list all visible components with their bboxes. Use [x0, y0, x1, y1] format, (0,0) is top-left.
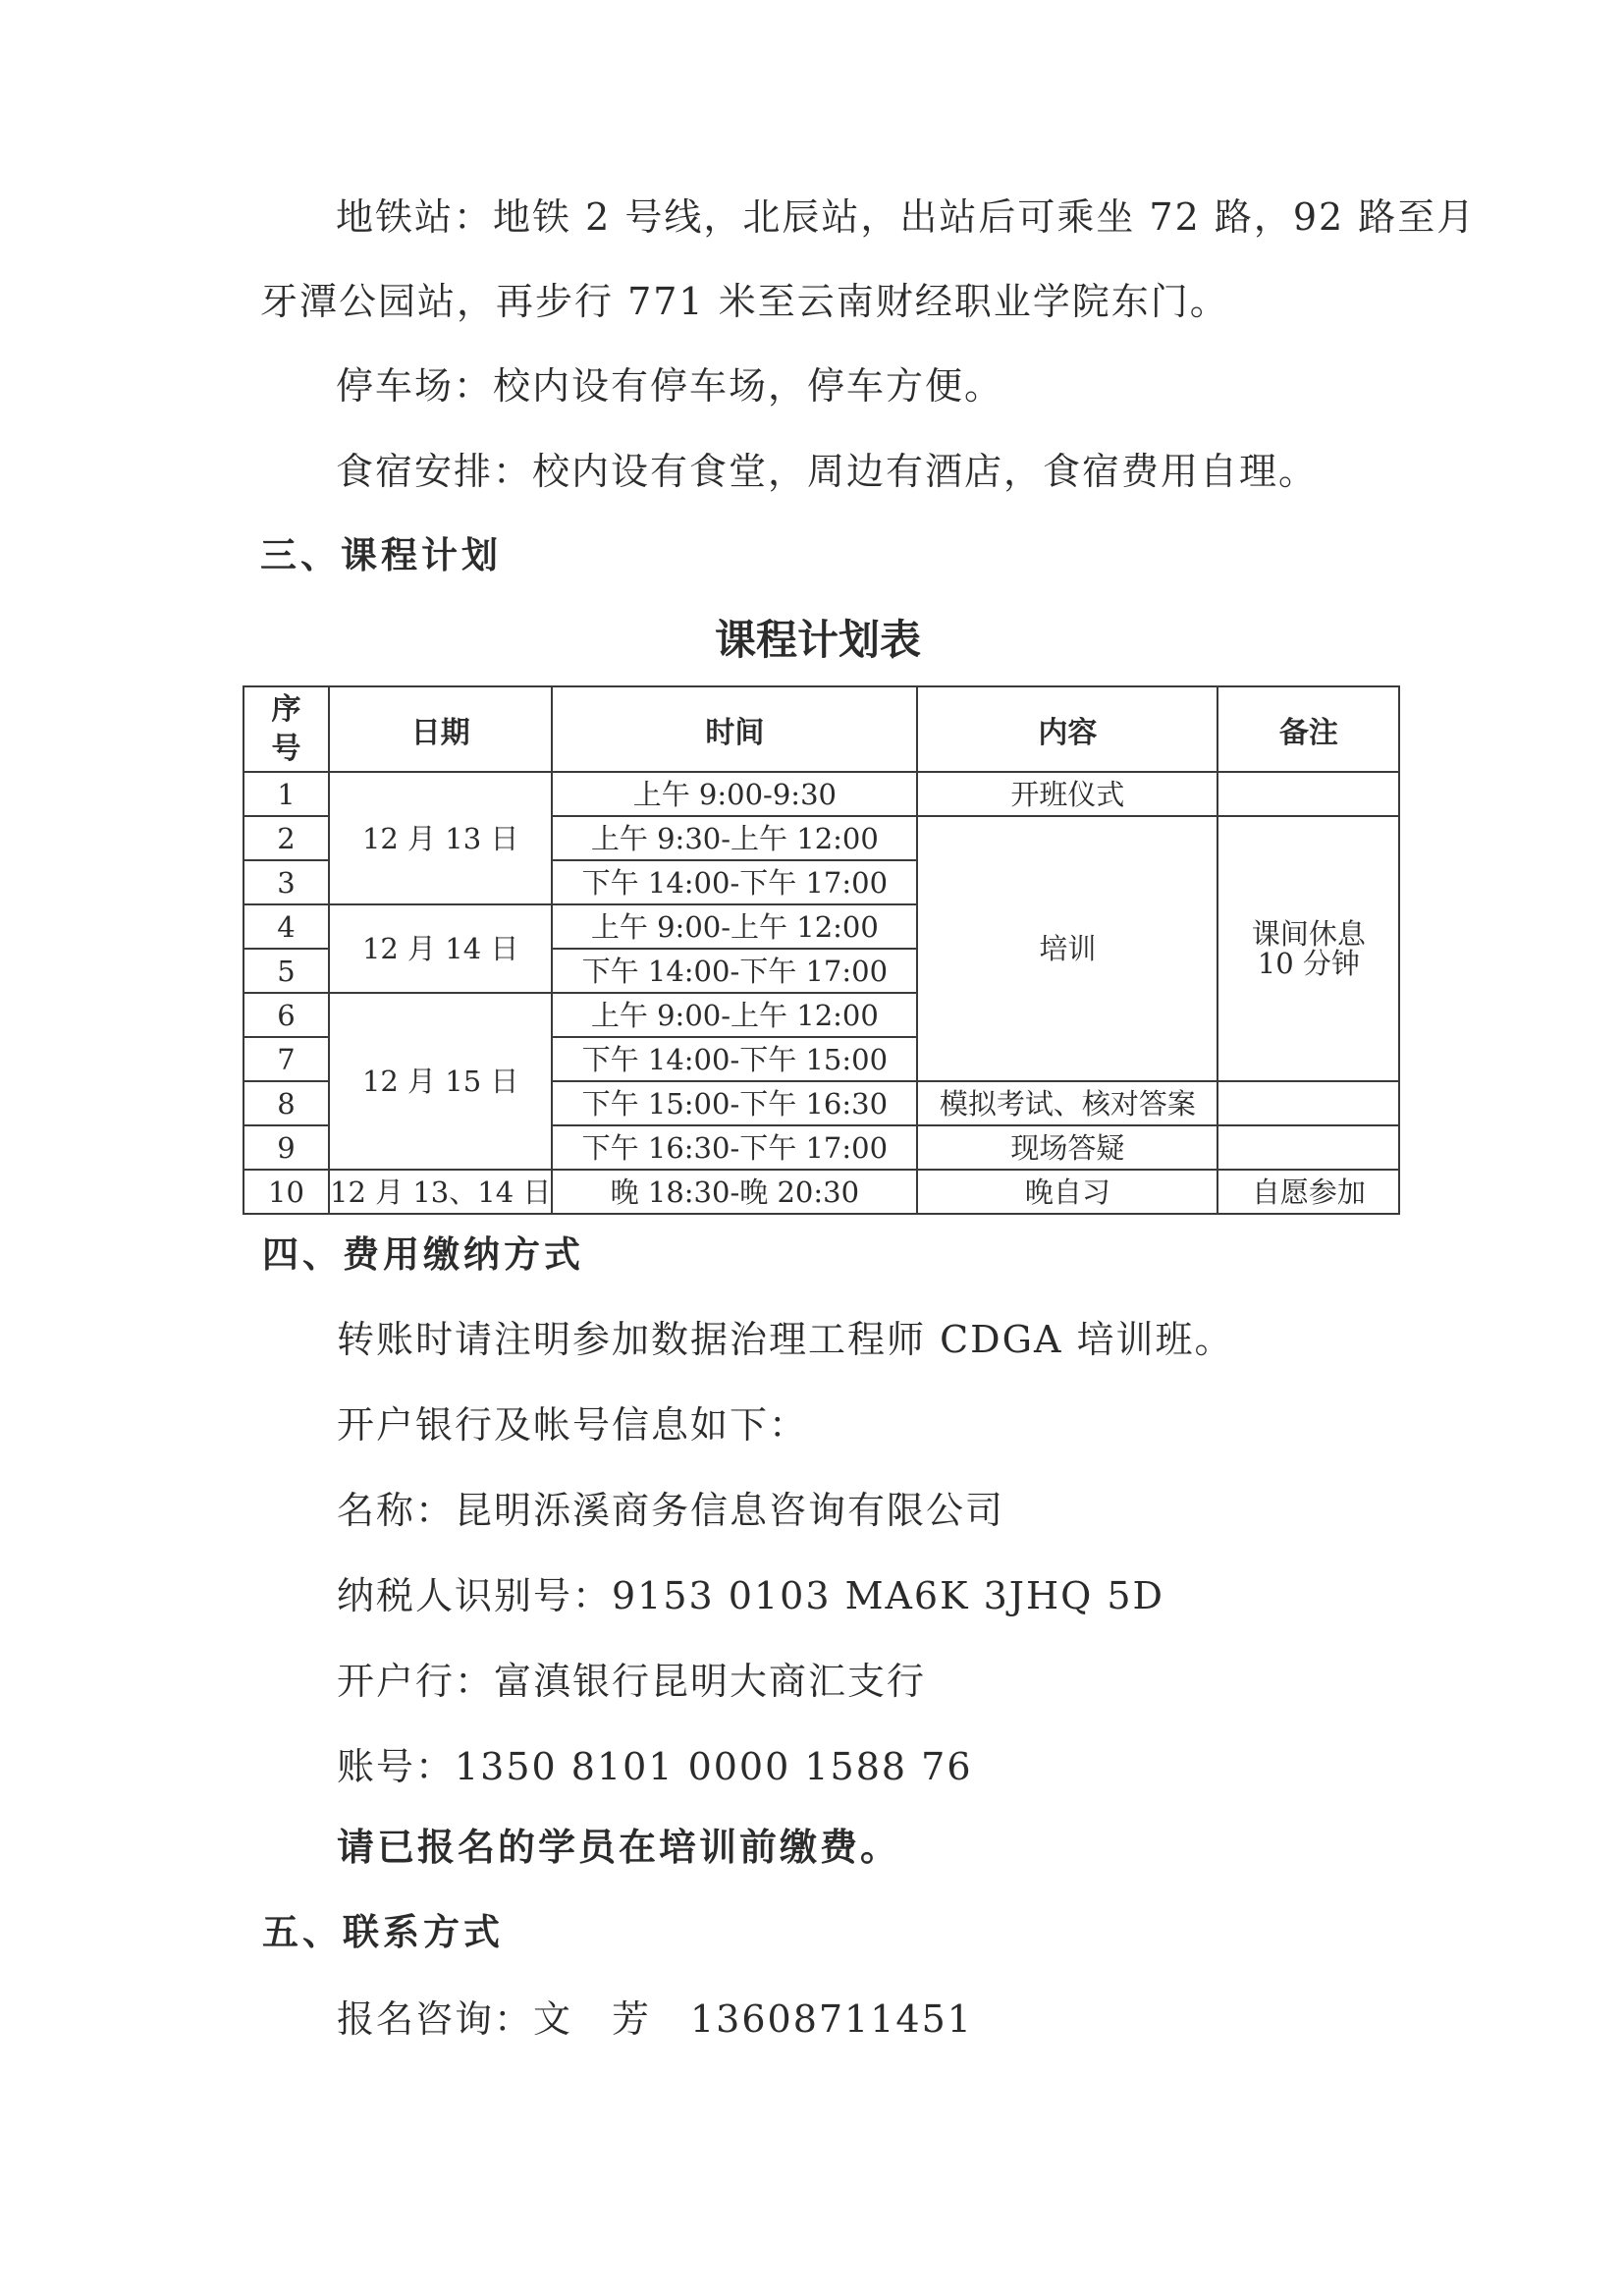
- account-number: 账号：1350 8101 0000 1588 76: [337, 1745, 973, 1788]
- cell-note: [1217, 1125, 1399, 1170]
- bank-info-intro: 开户银行及帐号信息如下：: [337, 1403, 809, 1447]
- table-title: 课程计划表: [714, 616, 921, 664]
- cell-time: 下午 16:30-下午 17:00: [552, 1125, 917, 1170]
- cell-seq: 7: [243, 1037, 329, 1081]
- cell-seq: 10: [243, 1170, 329, 1214]
- cell-note: 自愿参加: [1217, 1170, 1399, 1214]
- cell-time: 下午 14:00-下午 17:00: [552, 949, 917, 993]
- cell-content: 模拟考试、核对答案: [917, 1081, 1217, 1125]
- payment-note: 转账时请注明参加数据治理工程师 CDGA 培训班。: [337, 1318, 1234, 1361]
- header-seq: 序 号: [243, 686, 329, 772]
- paragraph-parking: 停车场：校内设有停车场，停车方便。: [336, 364, 1004, 408]
- header-time: 时间: [552, 686, 917, 772]
- taxpayer-id: 纳税人识别号：9153 0103 MA6K 3JHQ 5D: [337, 1574, 1164, 1617]
- cell-date: 12 月 13 日: [329, 772, 552, 904]
- cell-seq: 8: [243, 1081, 329, 1125]
- cell-date: 12 月 14 日: [329, 904, 552, 993]
- cell-seq: 4: [243, 904, 329, 949]
- paragraph-metro-continued: 牙潭公园站，再步行 771 米至云南财经职业学院东门。: [260, 280, 1229, 323]
- cell-content: 培训: [917, 816, 1217, 1081]
- cell-time: 上午 9:00-9:30: [552, 772, 917, 816]
- cell-note: [1217, 1081, 1399, 1125]
- account-name: 名称：昆明泺溪商务信息咨询有限公司: [337, 1489, 1005, 1532]
- cell-time: 下午 14:00-下午 17:00: [552, 860, 917, 904]
- cell-time: 下午 15:00-下午 16:30: [552, 1081, 917, 1125]
- cell-seq: 9: [243, 1125, 329, 1170]
- cell-seq: 6: [243, 993, 329, 1037]
- cell-time: 上午 9:00-上午 12:00: [552, 993, 917, 1037]
- header-date: 日期: [329, 686, 552, 772]
- cell-time: 晚 18:30-晚 20:30: [552, 1170, 917, 1214]
- payment-reminder: 请已报名的学员在培训前缴费。: [337, 1826, 901, 1869]
- header-content: 内容: [917, 686, 1217, 772]
- cell-date: 12 月 13、14 日: [329, 1170, 552, 1214]
- section-heading-contact: 五、联系方式: [262, 1911, 504, 1953]
- paragraph-lodging: 食宿安排：校内设有食堂，周边有酒店，食宿费用自理。: [336, 450, 1319, 493]
- cell-content: 现场答疑: [917, 1125, 1217, 1170]
- cell-time: 上午 9:30-上午 12:00: [552, 816, 917, 860]
- contact-info: 报名咨询：文 芳 13608711451: [337, 1997, 973, 2041]
- cell-seq: 5: [243, 949, 329, 993]
- course-schedule-table: [243, 685, 1400, 1215]
- header-note: 备注: [1217, 686, 1399, 772]
- table-row: [243, 772, 1399, 816]
- section-heading-course-plan: 三、课程计划: [260, 534, 502, 576]
- cell-seq: 2: [243, 816, 329, 860]
- section-heading-payment: 四、费用缴纳方式: [262, 1233, 584, 1276]
- cell-seq: 1: [243, 772, 329, 816]
- cell-time: 下午 14:00-下午 15:00: [552, 1037, 917, 1081]
- cell-content: 开班仪式: [917, 772, 1217, 816]
- cell-note: [1217, 772, 1399, 816]
- table-row: [243, 1170, 1399, 1214]
- cell-content: 晚自习: [917, 1170, 1217, 1214]
- paragraph-metro: 地铁站：地铁 2 号线，北辰站，出站后可乘坐 72 路，92 路至月: [336, 195, 1477, 239]
- cell-seq: 3: [243, 860, 329, 904]
- cell-time: 上午 9:00-上午 12:00: [552, 904, 917, 949]
- cell-date: 12 月 15 日: [329, 993, 552, 1170]
- bank-branch: 开户行：富滇银行昆明大商汇支行: [337, 1660, 927, 1703]
- table-header-row: [243, 686, 1399, 772]
- cell-note: 课间休息 10 分钟: [1217, 816, 1399, 1081]
